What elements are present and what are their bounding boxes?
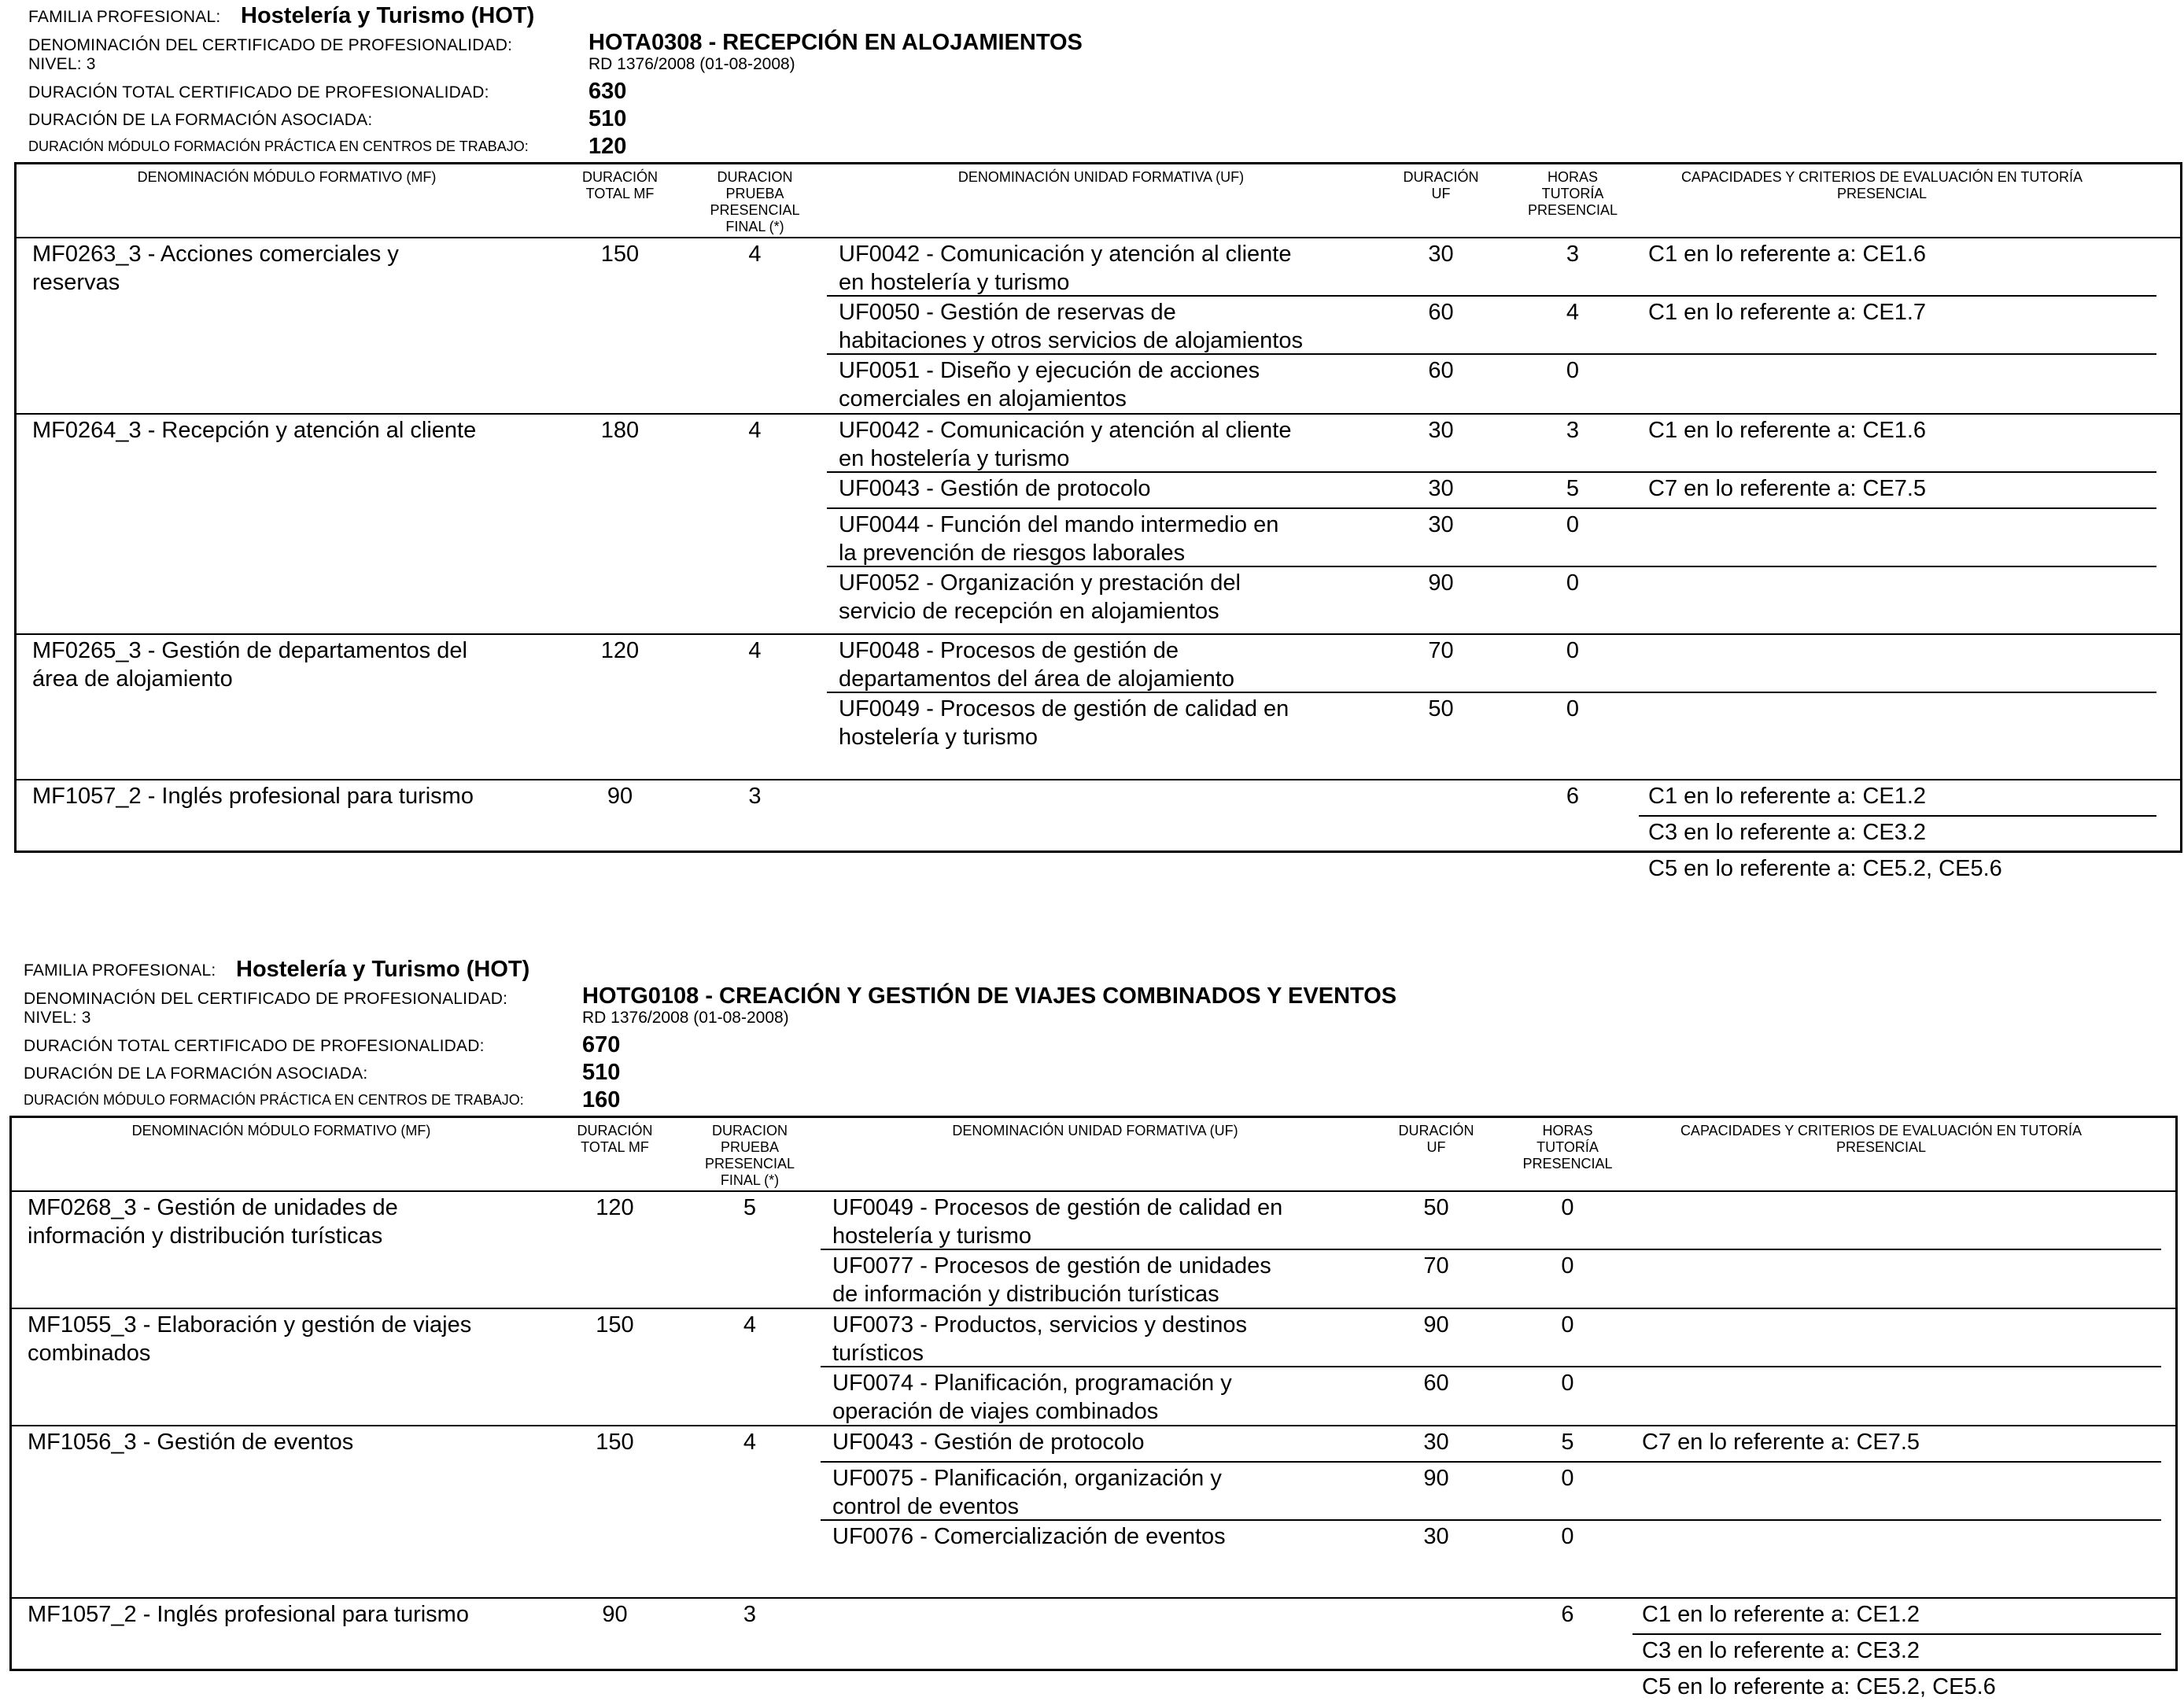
uf-name: UF0048 - Procesos de gestión de departamentos del área de alojamiento: [839, 638, 1234, 692]
header-duracion-uf: DURACIÓN UF: [1403, 169, 1479, 201]
duracion-total-value: 670: [582, 1032, 621, 1057]
uf-horas-tutoria: 0: [1561, 1371, 1574, 1396]
uf-duration: 70: [1428, 638, 1454, 663]
uf-duration: 90: [1423, 1312, 1449, 1338]
header-capacidades: CAPACIDADES Y CRITERIOS DE EVALUACIÓN EN TUTORÍA PRESENCIAL: [1680, 1123, 2083, 1155]
uf-name: UF0073 - Productos, servicios y destinos turísticos: [832, 1312, 1248, 1366]
duracion-total-value: 630: [588, 79, 627, 104]
uf-divider: [827, 353, 2156, 355]
uf-divider: [827, 507, 2156, 509]
module-duration: 150: [596, 1430, 634, 1455]
rd-reference: RD 1376/2008 (01-08-2008): [582, 1009, 789, 1027]
familia-value: Hostelería y Turismo (HOT): [241, 3, 535, 28]
uf-horas-tutoria: 0: [1561, 1524, 1574, 1549]
uf-horas-tutoria: 0: [1566, 358, 1580, 383]
uf-name: UF0077 - Procesos de gestión de unidades de información y distribución turísticas: [832, 1253, 1271, 1307]
module-name: MF0264_3 - Recepción y atención al cliente: [32, 418, 477, 443]
header-uf: DENOMINACIÓN UNIDAD FORMATIVA (UF): [952, 1123, 1238, 1138]
uf-name: UF0043 - Gestión de protocolo: [839, 476, 1151, 501]
module-divider: [17, 779, 2180, 780]
uf-name: UF0074 - Planificación, programación y operación de viajes combinados: [832, 1371, 1232, 1424]
familia-label: FAMILIA PROFESIONAL:: [24, 961, 216, 980]
uf-name: UF0076 - Comercialización de eventos: [832, 1524, 1226, 1549]
uf-name: UF0050 - Gestión de reservas de habitaciones y otros servicios de alojamientos: [839, 300, 1303, 353]
uf-horas-tutoria: 0: [1561, 1253, 1574, 1279]
header-mf: DENOMINACIÓN MÓDULO FORMATIVO (MF): [131, 1123, 431, 1138]
module-duration: 90: [602, 1602, 628, 1627]
header-uf: DENOMINACIÓN UNIDAD FORMATIVA (UF): [957, 169, 1245, 185]
header-horas-tutoria: HORAS TUTORÍA PRESENCIAL: [1527, 169, 1618, 218]
header-duracion-mf: DURACIÓN TOTAL MF: [581, 169, 658, 201]
duracion-formacion-value: 510: [582, 1060, 621, 1085]
uf-horas-tutoria: 3: [1566, 242, 1580, 267]
header-horas-tutoria: HORAS TUTORÍA PRESENCIAL: [1522, 1123, 1613, 1172]
uf-horas-tutoria: 4: [1566, 300, 1580, 325]
capacidad-item: C1 en lo referente a: CE1.2: [1648, 784, 1927, 809]
uf-divider: [821, 1366, 2161, 1367]
uf-duration: 60: [1423, 1371, 1449, 1396]
header-prueba: DURACION PRUEBA PRESENCIAL FINAL (*): [710, 169, 800, 234]
uf-duration: 30: [1428, 476, 1454, 501]
nivel-label: NIVEL: 3: [24, 1009, 91, 1027]
duracion-total-label: DURACIÓN TOTAL CERTIFICADO DE PROFESIONALIDAD:: [24, 1037, 485, 1055]
uf-capacidades: C7 en lo referente a: CE7.5: [1642, 1430, 1920, 1455]
module-prueba-duration: 4: [748, 638, 762, 663]
module-divider: [12, 1308, 2175, 1309]
duracion-practica-value: 120: [588, 134, 627, 159]
uf-duration: 50: [1423, 1195, 1449, 1220]
uf-horas-tutoria: 5: [1561, 1430, 1574, 1455]
module-name: MF0268_3 - Gestión de unidades de información y distribución turísticas: [28, 1195, 398, 1249]
header-divider: [17, 237, 2180, 238]
uf-capacidades: C7 en lo referente a: CE7.5: [1648, 476, 1927, 501]
uf-duration: 90: [1428, 570, 1454, 596]
uf-name: UF0049 - Procesos de gestión de calidad en hostelería y turismo: [839, 696, 1289, 750]
nivel-label: NIVEL: 3: [28, 55, 96, 73]
uf-duration: 30: [1428, 512, 1454, 537]
duracion-formacion-value: 510: [588, 106, 627, 131]
certificate-block: [0, 954, 2184, 1699]
module-name: MF1056_3 - Gestión de eventos: [28, 1430, 354, 1455]
rd-reference: RD 1376/2008 (01-08-2008): [588, 55, 795, 73]
uf-name: UF0043 - Gestión de protocolo: [832, 1430, 1145, 1455]
cap-divider: [1639, 815, 2156, 817]
uf-divider: [827, 566, 2156, 567]
capacidad-item: C5 en lo referente a: CE5.2, CE5.6: [1648, 856, 2002, 881]
uf-duration: 30: [1423, 1524, 1449, 1549]
familia-label: FAMILIA PROFESIONAL:: [28, 8, 221, 26]
uf-capacidades: C1 en lo referente a: CE1.6: [1648, 242, 1927, 267]
module-duration: 120: [596, 1195, 634, 1220]
module-name: MF0265_3 - Gestión de departamentos del área de alojamiento: [32, 638, 467, 692]
module-horas-tutoria: 6: [1566, 784, 1580, 809]
uf-horas-tutoria: 0: [1561, 1466, 1574, 1491]
uf-divider: [821, 1461, 2161, 1463]
duracion-practica-label: DURACIÓN MÓDULO FORMACIÓN PRÁCTICA EN CENTROS DE TRABAJO:: [24, 1092, 524, 1108]
denominacion-label: DENOMINACIÓN DEL CERTIFICADO DE PROFESIONALIDAD:: [28, 36, 513, 54]
header-duracion-uf: DURACIÓN UF: [1398, 1123, 1474, 1155]
module-divider: [12, 1425, 2175, 1426]
uf-horas-tutoria: 0: [1561, 1195, 1574, 1220]
uf-divider: [821, 1519, 2161, 1521]
module-duration: 150: [600, 242, 640, 267]
module-prueba-duration: 5: [743, 1195, 757, 1220]
capacidad-item: C1 en lo referente a: CE1.2: [1642, 1602, 1920, 1627]
denominacion-value: HOTG0108 - CREACIÓN Y GESTIÓN DE VIAJES COMBINADOS Y EVENTOS: [582, 983, 1397, 1009]
uf-duration: 50: [1428, 696, 1454, 721]
uf-horas-tutoria: 0: [1566, 570, 1580, 596]
uf-divider: [827, 471, 2156, 473]
uf-horas-tutoria: 0: [1566, 638, 1580, 663]
uf-divider: [827, 295, 2156, 297]
capacidad-item: C3 en lo referente a: CE3.2: [1648, 820, 1927, 845]
course-table: [14, 162, 2182, 881]
module-name: MF1057_2 - Inglés profesional para turismo: [32, 784, 474, 809]
cap-divider: [1639, 851, 2156, 853]
module-prueba-duration: 4: [748, 418, 762, 443]
module-prueba-duration: 4: [743, 1430, 757, 1455]
header-mf: DENOMINACIÓN MÓDULO FORMATIVO (MF): [137, 169, 437, 185]
capacidad-item: C5 en lo referente a: CE5.2, CE5.6: [1642, 1674, 1996, 1699]
module-duration: 180: [600, 418, 640, 443]
uf-duration: 30: [1428, 418, 1454, 443]
uf-duration: 30: [1423, 1430, 1449, 1455]
uf-horas-tutoria: 5: [1566, 476, 1580, 501]
duracion-formacion-label: DURACIÓN DE LA FORMACIÓN ASOCIADA:: [24, 1065, 368, 1083]
module-duration: 150: [596, 1312, 634, 1338]
uf-divider: [827, 692, 2156, 693]
familia-value: Hostelería y Turismo (HOT): [236, 957, 530, 982]
module-name: MF1055_3 - Elaboración y gestión de viajes combinados: [28, 1312, 472, 1366]
uf-name: UF0052 - Organización y prestación del servicio de recepción en alojamientos: [839, 570, 1241, 624]
uf-duration: 70: [1423, 1253, 1449, 1279]
cap-divider: [1632, 1670, 2161, 1671]
module-prueba-duration: 3: [743, 1602, 757, 1627]
module-prueba-duration: 4: [743, 1312, 757, 1338]
uf-capacidades: C1 en lo referente a: CE1.7: [1648, 300, 1927, 325]
header-divider: [12, 1190, 2175, 1192]
uf-horas-tutoria: 0: [1566, 696, 1580, 721]
header-duracion-mf: DURACIÓN TOTAL MF: [577, 1123, 653, 1155]
module-name: MF0263_3 - Acciones comerciales y reservas: [32, 242, 399, 295]
module-divider: [17, 633, 2180, 635]
duracion-practica-label: DURACIÓN MÓDULO FORMACIÓN PRÁCTICA EN CENTROS DE TRABAJO:: [28, 138, 529, 154]
uf-name: UF0051 - Diseño y ejecución de acciones comerciales en alojamientos: [839, 358, 1260, 411]
uf-duration: 60: [1428, 300, 1454, 325]
uf-horas-tutoria: 0: [1561, 1312, 1574, 1338]
duracion-practica-value: 160: [582, 1087, 621, 1112]
uf-name: UF0075 - Planificación, organización y control de eventos: [832, 1466, 1222, 1519]
uf-duration: 60: [1428, 358, 1454, 383]
cap-divider: [1632, 1633, 2161, 1635]
uf-name: UF0042 - Comunicación y atención al cliente en hostelería y turismo: [839, 418, 1292, 471]
uf-name: UF0042 - Comunicación y atención al cliente en hostelería y turismo: [839, 242, 1292, 295]
uf-duration: 30: [1428, 242, 1454, 267]
module-divider: [12, 1597, 2175, 1599]
uf-divider: [821, 1249, 2161, 1250]
uf-duration: 90: [1423, 1466, 1449, 1491]
module-name: MF1057_2 - Inglés profesional para turismo: [28, 1602, 469, 1627]
capacidad-item: C3 en lo referente a: CE3.2: [1642, 1638, 1920, 1663]
duracion-formacion-label: DURACIÓN DE LA FORMACIÓN ASOCIADA:: [28, 111, 373, 129]
uf-horas-tutoria: 3: [1566, 418, 1580, 443]
header-prueba: DURACION PRUEBA PRESENCIAL FINAL (*): [704, 1123, 795, 1188]
duracion-total-label: DURACIÓN TOTAL CERTIFICADO DE PROFESIONALIDAD:: [28, 83, 489, 101]
course-table: [9, 1116, 2178, 1699]
module-duration: 120: [600, 638, 640, 663]
header-capacidades: CAPACIDADES Y CRITERIOS DE EVALUACIÓN EN TUTORÍA PRESENCIAL: [1680, 169, 2083, 201]
denominacion-value: HOTA0308 - RECEPCIÓN EN ALOJAMIENTOS: [588, 30, 1083, 55]
uf-horas-tutoria: 0: [1566, 512, 1580, 537]
uf-name: UF0044 - Función del mando intermedio en la prevención de riesgos laborales: [839, 512, 1279, 566]
uf-capacidades: C1 en lo referente a: CE1.6: [1648, 418, 1927, 443]
uf-name: UF0049 - Procesos de gestión de calidad en hostelería y turismo: [832, 1195, 1283, 1249]
module-divider: [17, 413, 2180, 415]
module-duration: 90: [607, 784, 633, 809]
module-prueba-duration: 3: [748, 784, 762, 809]
module-horas-tutoria: 6: [1561, 1602, 1574, 1627]
module-prueba-duration: 4: [748, 242, 762, 267]
denominacion-label: DENOMINACIÓN DEL CERTIFICADO DE PROFESIONALIDAD:: [24, 990, 508, 1008]
